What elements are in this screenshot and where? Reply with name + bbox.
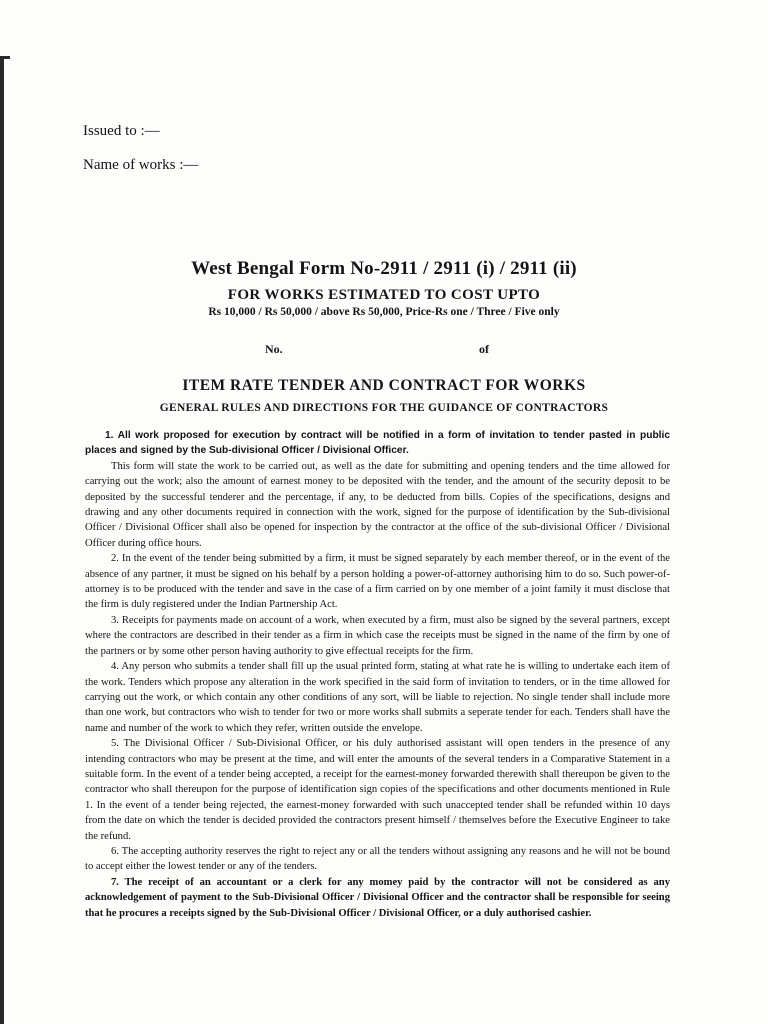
rule-6: 6. The accepting authority reserves the right to reject any or all the tenders without assigning any reasons and he will not be bound to accept either the lowest tender or any of the tenders.: [85, 845, 670, 873]
rule-4: 4. Any person who submits a tender shall fill up the usual printed form, stating at what rate he is willing to undertake each item of the work. Tenders which propose any alteration in the work specified in the said form of invitation to tenders, or in the time allowed for carrying out the work, or which contain any other conditions of any sort, will be liable to rejection. No single tender shall include more than one work, but contractors who wish to tender for two or more works shall submits a seperate tender for each. Tenders shall have the name and number of the work to which they refer, written outside the envelope.: [85, 661, 670, 734]
rules-body: [85, 428, 670, 921]
rule-1: 1. All work proposed for execution by contract will be notified in a form of invitation to tender pasted in public places and signed by the Sub-divisional Officer / Divisional Officer.: [85, 430, 670, 457]
page-edge-tick: [0, 56, 10, 59]
scan-smudge: [712, 922, 738, 950]
rule-3: 3. Receipts for payments made on account of a work, when executed by a firm, must also be signed by the several partners, except where the contractors are described in their tender as a firm in which case the receipts must be signed in the name of the firm by one of the partners or by some other person having authority to give effectual receipts for the firm.: [85, 614, 670, 657]
rule-7: 7. The receipt of an accountant or a clerk for any momey paid by the contractor will not be considered as any acknowledgement of payment to the Sub-Divisional Officer / Divisional Officer and the contractor shall be responsible for seeing that he procures a receipts signed by the Sub-Divisional Officer / Divisional Officer, or a duly authorised cashier.: [85, 876, 670, 919]
issued-to-label: Issued to :—: [83, 123, 160, 139]
estimate-heading: FOR WORKS ESTIMATED TO COST UPTO: [227, 287, 541, 303]
section-subtitle: GENERAL RULES AND DIRECTIONS FOR THE GUIDANCE OF CONTRACTORS: [159, 402, 609, 414]
price-line: Rs 10,000 / Rs 50,000 / above Rs 50,000, Price-Rs one / Three / Five only: [208, 306, 560, 318]
name-of-works-label: Name of works :—: [83, 157, 199, 173]
rule-2: 2. In the event of the tender being submitted by a firm, it must be signed separately by each member thereof, or in the event of the absence of any partner, it must be signed on his behalf by a person holding a power-of-attorney authorising him to do so. Such power-of-attorney is to be produced with the tender and save in the case of a firm carried on by one member of a joint family it must disclose that the firm is duly registered under the Indian Partnership Act.: [85, 553, 670, 611]
page-edge-mark: [0, 56, 4, 1024]
section-title: ITEM RATE TENDER AND CONTRACT FOR WORKS: [182, 377, 586, 394]
form-title: West Bengal Form No-2911 / 2911 (i) / 2911 (ii): [191, 258, 577, 279]
rule-1-detail: This form will state the work to be carried out, as well as the date for submitting and opening tenders and the time allowed for carrying out the work; also the amount of earnest money to be deposited with the tender, and the amount of the security deposit to be deposited by the successful tenderer and the percentage, if any, to be deducted from bills. Copies of the specifications, designs and drawing and any other documents required in connection with the work, signed for the purpose of identification by the Sub-divisional Officer / Divisional Officer shall also be opened for inspection by the contractor at the office of the sub-divisional Officer / Divisional Officer during office hours.: [85, 460, 670, 549]
of-label: of: [479, 342, 489, 356]
rule-5: 5. The Divisional Officer / Sub-Divisional Officer, or his duly authorised assistant will open tenders in the presence of any intending contractors who may be present at the time, and will enter the amounts of the several tenders in a Comparative Statement in a suitable form. In the event of a tender being accepted, a receipt for the earnest-money forwarded therewith shall thereupon be given to the contractor who shall thereupon for the purpose of identification sign copies of the specifications and other documents mentioned in Rule 1. In the event of a tender being rejected, the earnest-money forwarded with such unaccepted tender shall be refunded within 10 days from the date on which the tender is decided provided the contractors present himself / themselves before the Executive Engineer to take the refund.: [85, 738, 670, 842]
number-label: No.: [265, 342, 283, 356]
